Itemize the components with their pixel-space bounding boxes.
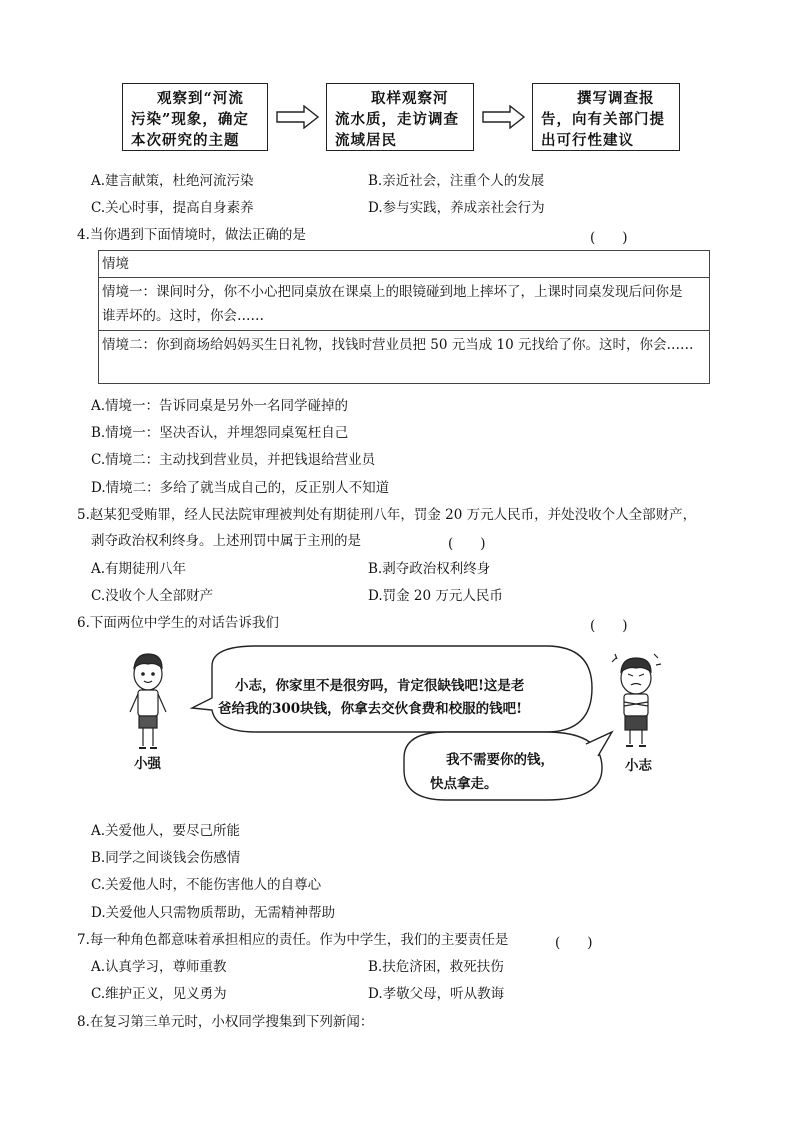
flow-box-3-line-3: 出可行性建议 <box>541 132 634 149</box>
flow-box-2 <box>326 83 474 151</box>
q5-option-d: D.罚金 20 万元人民币 <box>368 588 503 604</box>
q5-option-b: B.剥夺政治权利终身 <box>368 561 491 577</box>
bubble-1-line-2: 爸给我的300块钱，你拿去交伙食费和校服的钱吧! <box>218 701 523 717</box>
flow-box-3-line-2: 告，向有关部门提 <box>541 111 665 128</box>
flow-box-3-line-1: 撰写调查报 <box>577 90 655 107</box>
bubble-2-line-2: 快点拿走。 <box>430 776 498 792</box>
q4-option-d: D.情境二：多给了就当成自己的，反正别人不知道 <box>91 480 390 496</box>
flow-box-1-line-2: 污染”现象，确定 <box>131 111 249 128</box>
q4-option-c: C.情境二：主动找到营业员，并把钱退给营业员 <box>91 452 376 468</box>
q8-stem: 8.在复习第三单元时，小权同学搜集到下列新闻： <box>77 1014 374 1030</box>
q7-option-b: B.扶危济困，救死扶伤 <box>368 959 504 975</box>
boy-xiaozhi-icon <box>612 654 661 746</box>
flow-arrow-2-icon <box>482 105 526 129</box>
situation-table <box>98 250 710 384</box>
situation-1-cell <box>99 278 710 331</box>
q6-answer-paren: ( ) <box>590 618 628 634</box>
q7-stem: 7.每一种角色都意味着承担相应的责任。作为中学生，我们的主要责任是 <box>77 932 509 948</box>
flow-arrow-1-icon <box>276 105 320 129</box>
q6-option-b: B.同学之间谈钱会伤感情 <box>91 850 241 866</box>
q4-answer-paren: ( ) <box>590 230 628 246</box>
q5-answer-paren: ( ) <box>448 536 486 552</box>
q7-option-d: D.孝敬父母，听从教诲 <box>368 986 505 1002</box>
flow-box-2-line-3: 流域居民 <box>335 132 397 149</box>
flow-box-3 <box>532 83 680 151</box>
name-xiaoqiang: 小强 <box>134 756 161 772</box>
q5-stem-line-2: 剥夺政治权利终身。上述刑罚中属于主刑的是 <box>91 533 361 549</box>
q4-option-b: B.情境一：坚决否认，并埋怨同桌冤枉自己 <box>91 425 349 441</box>
q5-option-a: A.有期徒刑八年 <box>91 561 187 577</box>
flow-box-1-line-3: 本次研究的主题 <box>131 132 240 149</box>
flow-box-1-line-1: 观察到“河流 <box>157 90 244 107</box>
q4-option-a: A.情境一：告诉同桌是另外一名同学碰掉的 <box>91 398 349 414</box>
q3-option-c: C.关心时事，提高自身素养 <box>91 200 254 216</box>
situation-2-line: 情境二：你到商场给妈妈买生日礼物，找钱时营业员把 50 元当成 10 元找给了你。这时，你会…… <box>102 337 694 353</box>
q5-option-c: C.没收个人全部财产 <box>91 588 214 604</box>
name-xiaozhi: 小志 <box>625 758 652 774</box>
situation-2-cell <box>99 331 710 384</box>
q7-option-a: A.认真学习，尊师重教 <box>91 959 227 975</box>
q3-option-d: D.参与实践，养成亲社会行为 <box>368 200 545 216</box>
q4-stem: 4.当你遇到下面情境时，做法正确的是 <box>77 227 306 243</box>
q6-option-c: C.关爱他人时，不能伤害他人的自尊心 <box>91 877 322 893</box>
q3-option-a: A.建言献策，杜绝河流污染 <box>91 173 254 189</box>
q6-stem: 6.下面两位中学生的对话告诉我们 <box>77 615 279 631</box>
dialogue-illustration <box>116 640 676 810</box>
situation-1-line-1: 情境一：课间时分，你不小心把同桌放在课桌上的眼镜碰到地上摔坏了，上课时同桌发现后问你是 <box>102 284 683 300</box>
q6-option-d: D.关爱他人只需物质帮助，无需精神帮助 <box>91 905 336 921</box>
situation-table-header: 情境 <box>99 251 710 278</box>
q3-option-b: B.亲近社会，注重个人的发展 <box>368 173 545 189</box>
boy-xiaoqiang-icon <box>130 654 166 748</box>
flow-box-1 <box>122 83 268 151</box>
situation-1-line-2: 谁弄坏的。这时，你会…… <box>102 308 264 324</box>
bubble-2-line-1: 我不需要你的钱， <box>446 752 554 768</box>
q7-answer-paren: ( ) <box>555 935 593 951</box>
q5-stem-line-1: 5.赵某犯受贿罪，经人民法院审理被判处有期徒刑八年，罚金 20 万元人民币，并处没收个人全部财产， <box>77 507 697 523</box>
q6-option-a: A.关爱他人，要尽己所能 <box>91 823 241 839</box>
flow-box-2-line-2: 流水质，走访调查 <box>335 111 459 128</box>
q7-option-c: C.维护正义，见义勇为 <box>91 986 227 1002</box>
bubble-1-line-1: 小志，你家里不是很穷吗，肯定很缺钱吧!这是老 <box>235 678 525 694</box>
flow-box-2-line-1: 取样观察河 <box>371 90 449 107</box>
